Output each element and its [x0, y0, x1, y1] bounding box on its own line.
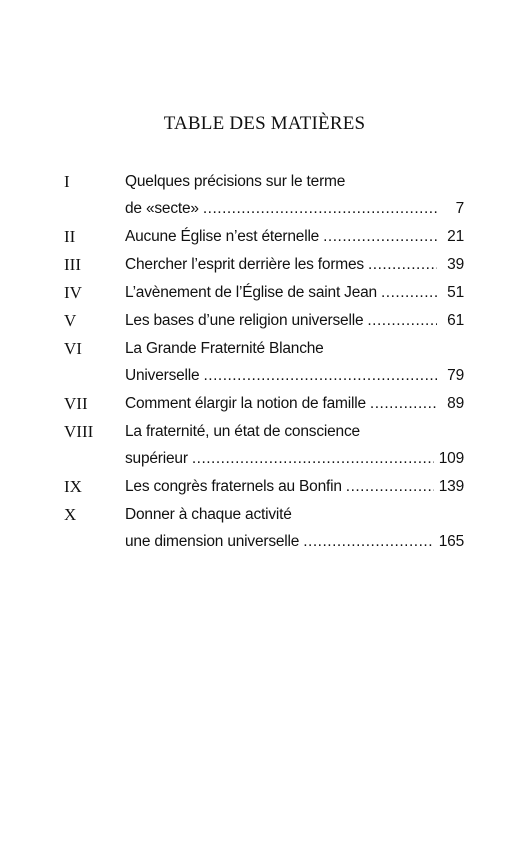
title-line	[125, 418, 464, 445]
title-line	[125, 501, 464, 528]
toc-entry	[64, 251, 464, 278]
title-line	[125, 445, 464, 472]
chapter-title	[125, 168, 464, 222]
title-line	[125, 168, 464, 195]
page-number: 61	[447, 312, 464, 329]
chapter-title	[125, 390, 464, 417]
dot-leader	[323, 223, 437, 250]
chapter-numeral: III	[64, 255, 81, 274]
dot-leader	[203, 195, 437, 222]
dot-leader	[346, 473, 434, 500]
title-line	[125, 223, 464, 250]
chapter-numeral: VII	[64, 394, 88, 413]
title-line	[125, 335, 464, 362]
chapter-title	[125, 251, 464, 278]
toc-entry	[64, 223, 464, 250]
chapter-title	[125, 279, 464, 306]
dot-leader	[303, 528, 434, 555]
chapter-numeral: II	[64, 227, 76, 246]
title-text: Universelle	[125, 367, 200, 384]
title-line	[125, 473, 464, 500]
toc-entry	[64, 390, 464, 417]
chapter-numeral: I	[64, 172, 70, 191]
toc-entry	[64, 168, 464, 222]
title-text: Comment élargir la notion de famille	[125, 395, 366, 412]
title-line	[125, 528, 464, 555]
title-text: L’avènement de l’Église de saint Jean	[125, 284, 377, 301]
chapter-numeral: V	[64, 311, 77, 330]
title-text: La Grande Fraternité Blanche	[125, 340, 324, 357]
chapter-title	[125, 223, 464, 250]
title-text: de «secte»	[125, 200, 199, 217]
title-line	[125, 390, 464, 417]
title-text: Quelques précisions sur le terme	[125, 173, 346, 190]
page-number: 109	[438, 450, 464, 467]
chapter-numeral: VI	[64, 339, 82, 358]
chapter-title	[125, 473, 464, 500]
page-number: 89	[447, 395, 464, 412]
title-text: supérieur	[125, 450, 188, 467]
title-text: Donner à chaque activité	[125, 506, 292, 523]
dot-leader	[367, 307, 437, 334]
toc-title: TABLE DES MATIÈRES	[163, 113, 366, 134]
dot-leader	[192, 445, 434, 472]
chapter-title	[125, 307, 464, 334]
title-line	[125, 362, 464, 389]
toc-entry	[64, 335, 464, 389]
chapter-numeral: IV	[64, 283, 82, 302]
title-text: Les congrès fraternels au Bonfin	[125, 478, 342, 495]
page-number: 165	[438, 533, 464, 550]
chapter-numeral: IX	[64, 477, 82, 496]
title-text: Aucune Église n’est éternelle	[125, 228, 320, 245]
page-number: 51	[447, 284, 464, 301]
dot-leader	[368, 251, 437, 278]
title-line	[125, 195, 464, 222]
chapter-title	[125, 501, 464, 555]
title-line	[125, 307, 464, 334]
title-text: une dimension universelle	[125, 533, 300, 550]
title-text: Les bases d’une religion universelle	[125, 312, 364, 329]
chapter-title	[125, 335, 464, 389]
toc-entry	[64, 473, 464, 500]
title-text: Chercher l’esprit derrière les formes	[125, 256, 364, 273]
chapter-numeral: VIII	[64, 422, 94, 441]
title-text: La fraternité, un état de conscience	[125, 423, 360, 440]
toc-entry	[64, 307, 464, 334]
title-line	[125, 251, 464, 278]
chapter-title	[125, 418, 464, 472]
page-number: 79	[447, 367, 464, 384]
toc-list	[64, 168, 464, 556]
toc-entry	[64, 418, 464, 472]
dot-leader	[381, 279, 437, 306]
chapter-numeral: X	[64, 505, 77, 524]
dot-leader	[203, 362, 437, 389]
dot-leader	[370, 390, 437, 417]
toc-entry	[64, 279, 464, 306]
page-number: 21	[447, 228, 464, 245]
toc-entry	[64, 501, 464, 555]
title-line	[125, 279, 464, 306]
page-number: 7	[455, 200, 464, 217]
page-number: 39	[447, 256, 464, 273]
page-number: 139	[438, 478, 464, 495]
